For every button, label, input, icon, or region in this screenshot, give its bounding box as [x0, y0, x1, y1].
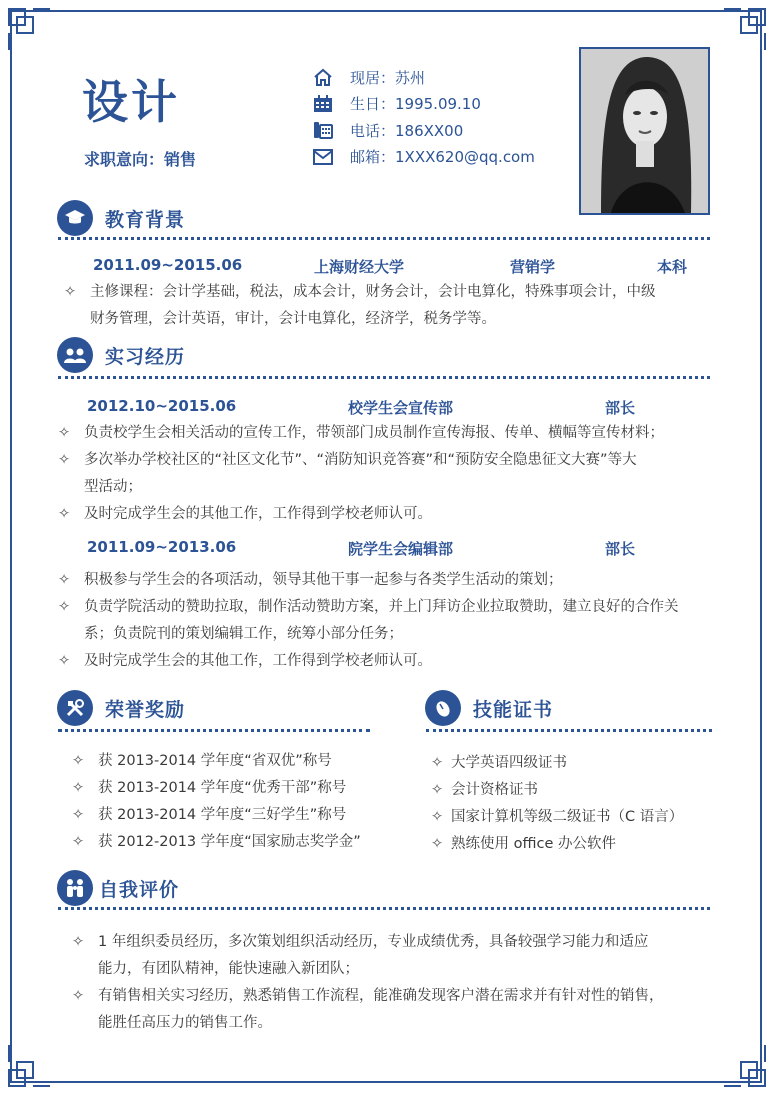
bullet-icon: ✧ [72, 988, 85, 1004]
education-courses [64, 279, 720, 333]
section-education-title: 教育背景 [105, 208, 186, 231]
list-item [72, 775, 398, 802]
section-skills-title: 技能证书 [473, 698, 554, 721]
education-school: 上海财经大学 [314, 258, 405, 276]
bullet-icon: ✧ [72, 807, 85, 823]
section-honors-header [57, 690, 185, 726]
mail-icon [312, 147, 334, 167]
list-item-text: 及时完成学生会的其他工作，工作得到学校老师认可。 [84, 506, 432, 522]
list-item [431, 831, 751, 858]
phone-icon [312, 120, 334, 140]
profile-photo [579, 47, 710, 215]
calendar-icon [312, 94, 334, 114]
section-divider [58, 237, 710, 240]
list-item [431, 777, 751, 804]
contact-list [312, 64, 535, 170]
job-1-role: 部长 [605, 399, 636, 417]
team-icon [57, 337, 93, 373]
section-internship-header [57, 337, 185, 373]
section-skills-header [425, 690, 553, 726]
job-2-date: 2011.09~2013.06 [87, 538, 237, 556]
family-icon [57, 870, 93, 906]
bullet-icon: ✧ [72, 834, 85, 850]
list-item [72, 929, 718, 956]
bullet-icon: ✧ [431, 809, 444, 825]
list-item [72, 983, 718, 1010]
tools-icon [57, 690, 93, 726]
list-item-text: 有销售相关实习经历，熟悉销售工作流程，能准确发现客户潜在需求并有针对性的销售， [98, 988, 664, 1004]
bullet-icon: ✧ [72, 780, 85, 796]
list-item [58, 648, 724, 675]
list-item-continuation [90, 306, 720, 333]
list-item-text: 1 年组织委员经历，多次策划组织活动经历，专业成绩优秀，具备较强学习能力和适应 [98, 934, 649, 950]
job-2-org: 院学生会编辑部 [348, 540, 454, 558]
list-item-text: 系；负责院刊的策划编辑工作，统筹小部分任务； [84, 626, 403, 642]
list-item-text: 获 2013-2014 学年度“省双优”称号 [98, 753, 332, 769]
contact-phone [312, 117, 535, 144]
contact-address-text: 现居：苏州 [350, 68, 426, 87]
education-degree: 本科 [657, 258, 688, 276]
section-divider [58, 729, 370, 732]
section-divider [426, 729, 712, 732]
contact-email-text: 邮箱：1XXX620@qq.com [350, 148, 535, 167]
section-education-header [57, 200, 185, 236]
bullet-icon: ✧ [58, 506, 71, 522]
bullet-icon: ✧ [431, 755, 444, 771]
corner-ornament-top-left [8, 8, 52, 52]
bullet-icon: ✧ [72, 934, 85, 950]
bullet-icon: ✧ [64, 284, 77, 300]
list-item-continuation [84, 474, 724, 501]
section-self-title: 自我评价 [99, 878, 180, 901]
list-item-text: 负责学院活动的赞助拉取，制作活动赞助方案，并上门拜访企业拉取赞助，建立良好的合作关 [84, 599, 679, 615]
list-item [64, 279, 720, 306]
section-self-header [57, 870, 179, 906]
list-item [431, 804, 751, 831]
contact-address [312, 64, 535, 91]
list-item-text: 型活动； [84, 479, 142, 495]
mouse-icon [425, 690, 461, 726]
corner-ornament-top-right [722, 8, 766, 52]
job-2-duties [58, 567, 724, 675]
contact-email [312, 144, 535, 171]
job-2-role: 部长 [605, 540, 636, 558]
corner-ornament-bottom-right [722, 1043, 766, 1087]
list-item-text: 多次举办学校社区的“社区文化节”、“消防知识竞答赛”和“预防安全隐患征文大赛”等大 [84, 452, 637, 468]
bullet-icon: ✧ [72, 753, 85, 769]
section-divider [58, 376, 710, 379]
list-item [58, 447, 724, 474]
bullet-icon: ✧ [58, 572, 71, 588]
list-item [431, 750, 751, 777]
list-item-text: 能胜任高压力的销售工作。 [98, 1015, 272, 1031]
list-item-text: 负责校学生会相关活动的宣传工作，带领部门成员制作宣传海报、传单、横幅等宣传材料； [84, 425, 664, 441]
list-item-text: 主修课程：会计学基础，税法，成本会计，财务会计，会计电算化，特殊事项会计，中级 [90, 284, 656, 300]
bullet-icon: ✧ [58, 653, 71, 669]
skills-list [431, 750, 751, 858]
list-item-text: 熟练使用 office 办公软件 [451, 836, 617, 852]
section-honors-title: 荣誉奖励 [105, 698, 186, 721]
section-divider [58, 907, 710, 910]
list-item-text: 及时完成学生会的其他工作，工作得到学校老师认可。 [84, 653, 432, 669]
bullet-icon: ✧ [58, 452, 71, 468]
job-1-date: 2012.10~2015.06 [87, 397, 237, 415]
job-1-duties [58, 420, 724, 528]
bullet-icon: ✧ [431, 782, 444, 798]
list-item [58, 594, 724, 621]
list-item [72, 802, 398, 829]
home-icon [312, 67, 334, 87]
contact-birthday [312, 91, 535, 118]
resume-name: 设计 [82, 75, 180, 129]
bullet-icon: ✧ [431, 836, 444, 852]
contact-birthday-text: 生日：1995.09.10 [350, 95, 481, 114]
self-evaluation-list [72, 929, 718, 1037]
list-item-text: 国家计算机等级二级证书（C 语言） [451, 809, 684, 825]
bullet-icon: ✧ [58, 425, 71, 441]
graduation-cap-icon [57, 200, 93, 236]
honors-list [72, 748, 398, 856]
list-item-continuation [98, 956, 718, 983]
list-item-text: 大学英语四级证书 [451, 755, 567, 771]
list-item-text: 能力，有团队精神，能快速融入新团队； [98, 961, 359, 977]
list-item-text: 获 2013-2014 学年度“三好学生”称号 [98, 807, 347, 823]
bullet-icon: ✧ [58, 599, 71, 615]
list-item-text: 积极参与学生会的各项活动，领导其他干事一起参与各类学生活动的策划； [84, 572, 563, 588]
list-item-text: 获 2013-2014 学年度“优秀干部”称号 [98, 780, 347, 796]
list-item-text: 获 2012-2013 学年度“国家励志奖学金” [98, 834, 361, 850]
list-item [72, 748, 398, 775]
list-item [58, 567, 724, 594]
list-item-continuation [84, 621, 724, 648]
corner-ornament-bottom-left [8, 1043, 52, 1087]
list-item-text: 会计资格证书 [451, 782, 538, 798]
job-intent: 求职意向：销售 [84, 150, 197, 169]
job-1-org: 校学生会宣传部 [348, 399, 454, 417]
list-item [58, 420, 724, 447]
list-item [58, 501, 724, 528]
list-item-continuation [98, 1010, 718, 1037]
list-item [72, 829, 398, 856]
education-major: 营销学 [510, 258, 556, 276]
section-internship-title: 实习经历 [105, 345, 186, 368]
list-item-text: 财务管理，会计英语，审计，会计电算化，经济学，税务学等。 [90, 311, 496, 327]
contact-phone-text: 电话：186XX00 [350, 121, 464, 140]
education-date: 2011.09~2015.06 [93, 256, 243, 274]
